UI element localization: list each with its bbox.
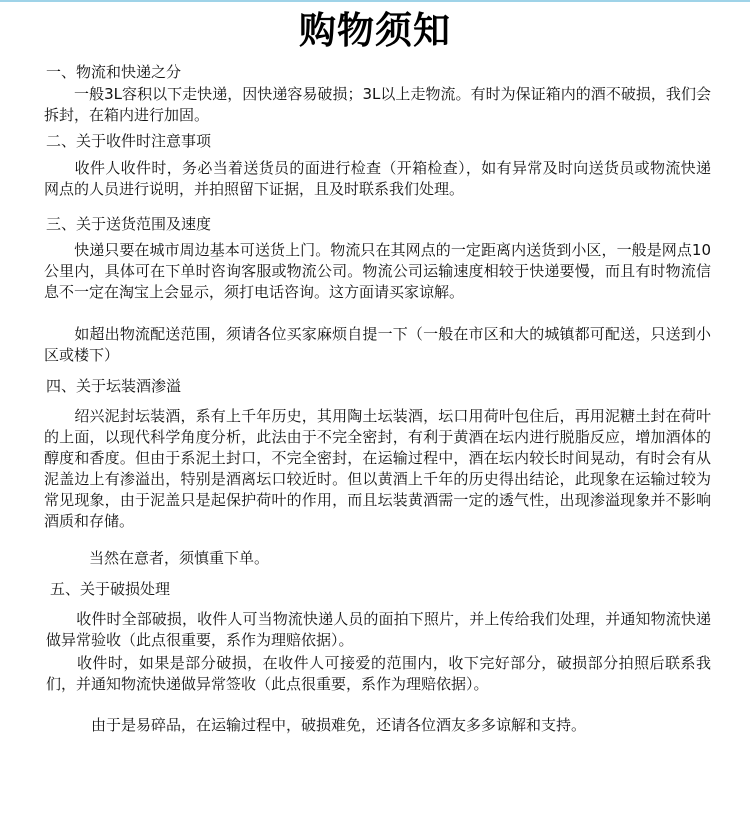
top-accent-rule: [0, 0, 750, 2]
section-paragraph-delivery-range: 快递只要在城市周边基本可送货上门。物流只在其网点的一定距离内送货到小区，一般是网点10公里内，具体可在下单时咨询客服或物流公司。物流公司运输速度相较于快递要慢，而且有时物流信息不一定在淘宝上会显示，须打电话咨询。这方面请买家谅解。: [44, 241, 711, 301]
section-paragraph-jar-seepage: 绍兴泥封坛装酒，系有上千年历史，其用陶土坛装酒，坛口用荷叶包住后，再用泥糖土封在荷叶的上面，以现代科学角度分析，此法由于不完全密封，有利于黄酒在坛内进行脱脂反应，增加酒体的醇度和香度。但由于系泥土封口，不完全密封，在运输过程中，酒在坛内较长时间晃动，有时会有从泥盖边上有渗溢出，特别是酒离坛口较近时。但以黄酒上千年的历史得出结论，此现象在运输过较为常见现象，由于泥盖只是起保护荷叶的作用，而且坛装黄酒需一定的透气性，出现渗溢现象并不影响酒质和存储。: [44, 407, 711, 530]
section-paragraph-self-pickup: 如超出物流配送范围，须请各位买家麻烦自提一下（一般在市区和大的城镇都可配送，只送到小区或楼下）: [44, 325, 711, 364]
section-paragraph-fragile-note: 由于是易碎品，在运输过程中，破损难免，还请各位酒友多多谅解和支持。: [46, 716, 587, 734]
section-heading-receiving-notes: 二、关于收件时注意事项: [46, 132, 212, 150]
section-paragraph-receiving-notes: 收件人收件时，务必当着送货员的面进行检查（开箱检查），如有异常及时向送货员或物流快递网点的人员进行说明，并拍照留下证据，且及时联系我们处理。: [44, 159, 711, 198]
section-heading-delivery-range: 三、关于送货范围及速度: [46, 215, 212, 233]
section-heading-logistics-vs-express: 一、物流和快递之分: [46, 63, 182, 81]
page-title: 购物须知: [299, 9, 451, 52]
section-paragraph-order-caution: 当然在意者，须慎重下单。: [44, 549, 270, 567]
section-paragraph-logistics-vs-express: 一般3L容积以下走快递，因快递容易破损；3L以上走物流。有时为保证箱内的酒不破损，我们会拆封，在箱内进行加固。: [44, 85, 711, 124]
section-heading-jar-seepage: 四、关于坛装酒渗溢: [46, 377, 182, 395]
section-paragraph-full-damage: 收件时全部破损，收件人可当物流快递人员的面拍下照片，并上传给我们处理，并通知物流快递做异常验收（此点很重要，系作为理赔依据）。: [46, 610, 711, 649]
section-paragraph-partial-damage: 收件时，如果是部分破损，在收件人可接爱的范围内，收下完好部分，破损部分拍照后联系我们，并通知物流快递做异常签收（此点很重要，系作为理赔依据）。: [46, 654, 711, 693]
section-heading-damage-handling: 五、关于破损处理: [50, 580, 171, 598]
